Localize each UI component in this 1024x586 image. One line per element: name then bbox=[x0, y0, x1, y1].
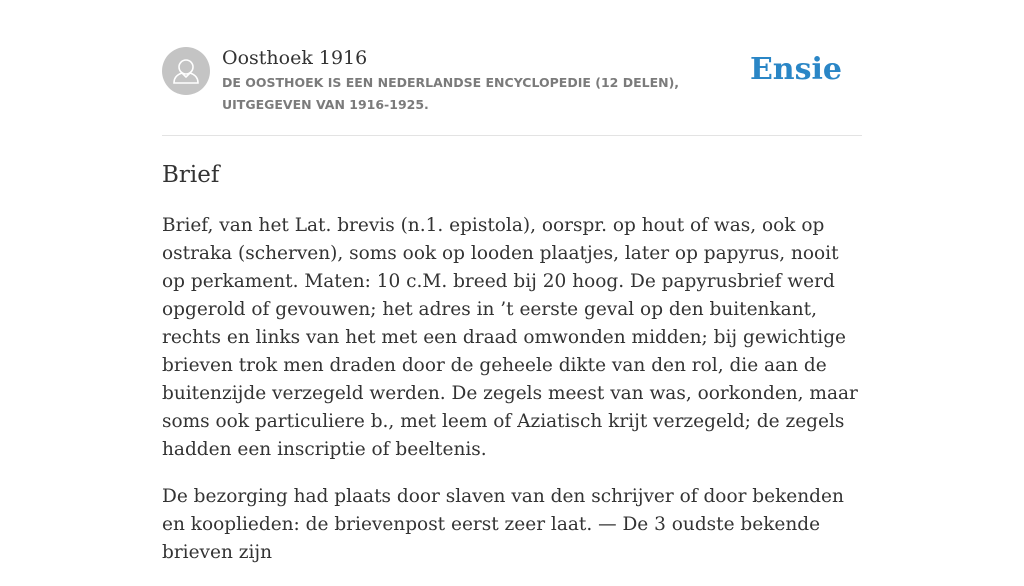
article-paragraph: De bezorging had plaats door slaven van den schrijver of door bekenden en kooplieden: de brievenpost eerst zeer laat. — De 3 oudste bekende brieven zijn bbox=[162, 486, 844, 563]
source-description: DE OOSTHOEK IS EEN NEDERLANDSE ENCYCLOPEDIE (12 DELEN), UITGEGEVEN VAN 1916-1925. bbox=[222, 75, 680, 112]
article-title: Brief bbox=[162, 162, 220, 188]
article-body bbox=[162, 212, 862, 586]
article-paragraph: Brief, van het Lat. brevis (n.1. epistola), oorspr. op hout of was, ook op ostraka (scherven), soms ook op looden plaatjes, later op papyrus, nooit op perkament. Maten: 10 c.M. breed bij 20 hoog. De papyrusbrief werd opgerold of gevouwen; het adres in ’t eerste geval op den buitenkant, rechts en links van het met een draad omwonden midden; bij gewichtige brieven trok men draden door de geheele dikte van den rol, die aan de buitenzijde verzegeld werden. De zegels meest van was, oorkonden, maar soms ook particuliere b., met leem of Aziatisch krijt verzegeld; de zegels hadden een inscriptie of beeltenis. bbox=[162, 215, 858, 460]
source-header bbox=[162, 46, 862, 136]
ensie-logo-link[interactable]: Ensie bbox=[749, 52, 842, 87]
source-title[interactable]: Oosthoek 1916 bbox=[222, 47, 368, 69]
user-avatar-icon[interactable] bbox=[162, 47, 210, 95]
